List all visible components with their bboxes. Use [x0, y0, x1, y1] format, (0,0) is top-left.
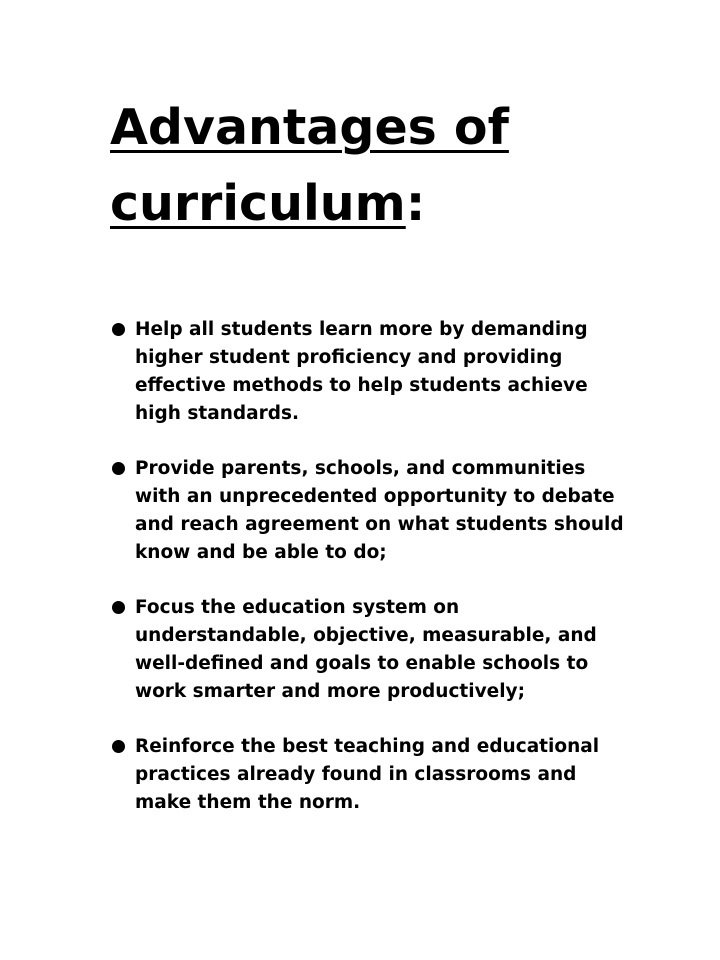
list-item: [112, 733, 632, 817]
page-title: [110, 90, 670, 242]
bullet-dot-icon: [112, 601, 125, 614]
title-line-1: Advantages of: [110, 99, 509, 156]
advantages-list: [112, 316, 632, 844]
title-line-2-word: curriculum: [110, 175, 406, 232]
bullet-dot-icon: [112, 462, 125, 475]
list-item-text: Reinforce the best teaching and educational practices already found in classrooms and make them the norm.: [135, 736, 600, 813]
bullet-dot-icon: [112, 323, 125, 336]
list-item: [112, 316, 632, 428]
title-line-2: [110, 166, 670, 242]
list-item-text: Focus the education system on understandable, objective, measurable, and well-defined and goals to enable schools to work smarter and more productively;: [135, 597, 597, 702]
list-item-text: Provide parents, schools, and communities with an unprecedented opportunity to debate and reach agreement on what students should know and be able to do;: [135, 458, 624, 563]
list-item-text: Help all students learn more by demanding higher student proficiency and providing effective methods to help students achieve high standards.: [135, 319, 588, 424]
title-line-2-suffix: :: [405, 175, 426, 232]
bullet-dot-icon: [112, 740, 125, 753]
list-item: [112, 455, 632, 567]
list-item: [112, 594, 632, 706]
